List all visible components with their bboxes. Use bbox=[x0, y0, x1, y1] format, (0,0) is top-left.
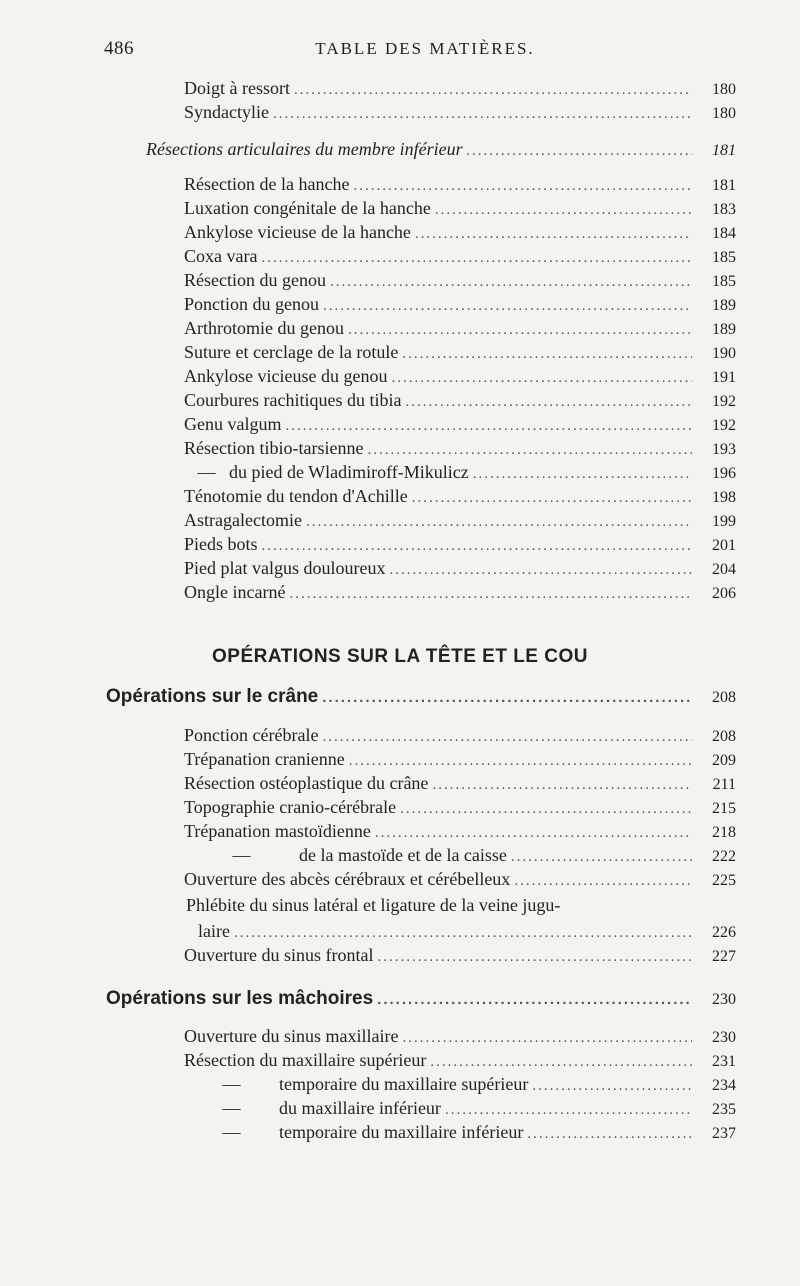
toc-entry: Suture et cerclage de la rotule ..... 190 bbox=[184, 342, 736, 366]
toc-entry: Courbures rachitiques du tibia ..... 192 bbox=[184, 390, 736, 414]
chapter-heading-crane: Opérations sur le crâne ..... 208 bbox=[106, 686, 736, 710]
toc-entry: Ouverture des abcès cérébraux et cérébelleux ..... 225 bbox=[184, 869, 736, 893]
ditto-dash: — bbox=[197, 462, 216, 482]
toc-entry: Doigt à ressort ..... 180 bbox=[184, 78, 736, 102]
toc-entry: Trépanation mastoïdienne ..... 218 bbox=[184, 821, 736, 845]
section-heading: OPÉRATIONS SUR LA TÊTE ET LE COU bbox=[212, 646, 588, 667]
toc-entry: — temporaire du maxillaire inférieur ..... 237 bbox=[184, 1122, 736, 1146]
toc-entry-line1: Phlébite du sinus latéral et ligature de la veine jugu- bbox=[186, 895, 561, 915]
ditto-dash: — bbox=[222, 1098, 241, 1118]
toc-entry: Résection du genou ..... 185 bbox=[184, 270, 736, 294]
page-number: 486 bbox=[104, 38, 134, 59]
toc-entry: Ankylose vicieuse du genou ..... 191 bbox=[184, 366, 736, 390]
toc-entry: Syndactylie ..... 180 bbox=[184, 102, 736, 126]
toc-entry: Ténotomie du tendon d'Achille ..... 198 bbox=[184, 486, 736, 510]
toc-entry: Ponction du genou ..... 189 bbox=[184, 294, 736, 318]
toc-entry: Ouverture du sinus frontal ..... 227 bbox=[184, 945, 736, 969]
toc-entry: Genu valgum ..... 192 bbox=[184, 414, 736, 438]
toc-entry: Pied plat valgus douloureux ..... 204 bbox=[184, 558, 736, 582]
ditto-dash: — bbox=[232, 845, 251, 865]
toc-entry: Arthrotomie du genou ..... 189 bbox=[184, 318, 736, 342]
toc-entry: — de la mastoïde et de la caisse ..... 222 bbox=[184, 845, 736, 869]
page-header bbox=[104, 38, 736, 68]
toc-entry: Ongle incarné ..... 206 bbox=[184, 582, 736, 606]
toc-entry: Ponction cérébrale ..... 208 bbox=[184, 725, 736, 749]
toc-entry: Ankylose vicieuse de la hanche ..... 184 bbox=[184, 222, 736, 246]
running-title: TABLE DES MATIÈRES. bbox=[315, 39, 535, 58]
toc-entry: Pieds bots ..... 201 bbox=[184, 534, 736, 558]
toc-entry: Résection du maxillaire supérieur ..... 231 bbox=[184, 1050, 736, 1074]
ditto-dash: — bbox=[222, 1122, 241, 1142]
toc-entry: — du maxillaire inférieur ..... 235 bbox=[184, 1098, 736, 1122]
toc-entry: Résection de la hanche ..... 181 bbox=[184, 174, 736, 198]
toc-entry: Luxation congénitale de la hanche ..... 183 bbox=[184, 198, 736, 222]
ditto-dash: — bbox=[222, 1074, 241, 1094]
toc-entry: — du pied de Wladimiroff-Mikulicz ..... 196 bbox=[184, 462, 736, 486]
toc-entry: Topographie cranio-cérébrale ..... 215 bbox=[184, 797, 736, 821]
chapter-heading-machoires: Opérations sur les mâchoires ..... 230 bbox=[106, 988, 736, 1012]
toc-entry: laire ..... 226 bbox=[198, 921, 736, 945]
toc-entry: Résection tibio-tarsienne ..... 193 bbox=[184, 438, 736, 462]
toc-entry: Résection ostéoplastique du crâne ..... 211 bbox=[184, 773, 736, 797]
toc-entry: Astragalectomie ..... 199 bbox=[184, 510, 736, 534]
toc-subheading: Résections articulaires du membre inférieur ..... 181 bbox=[146, 139, 736, 163]
toc-entry: — temporaire du maxillaire supérieur ..... 234 bbox=[184, 1074, 736, 1098]
toc-entry: Trépanation cranienne ..... 209 bbox=[184, 749, 736, 773]
toc-entry: Ouverture du sinus maxillaire ..... 230 bbox=[184, 1026, 736, 1050]
toc-entry: Coxa vara ..... 185 bbox=[184, 246, 736, 270]
